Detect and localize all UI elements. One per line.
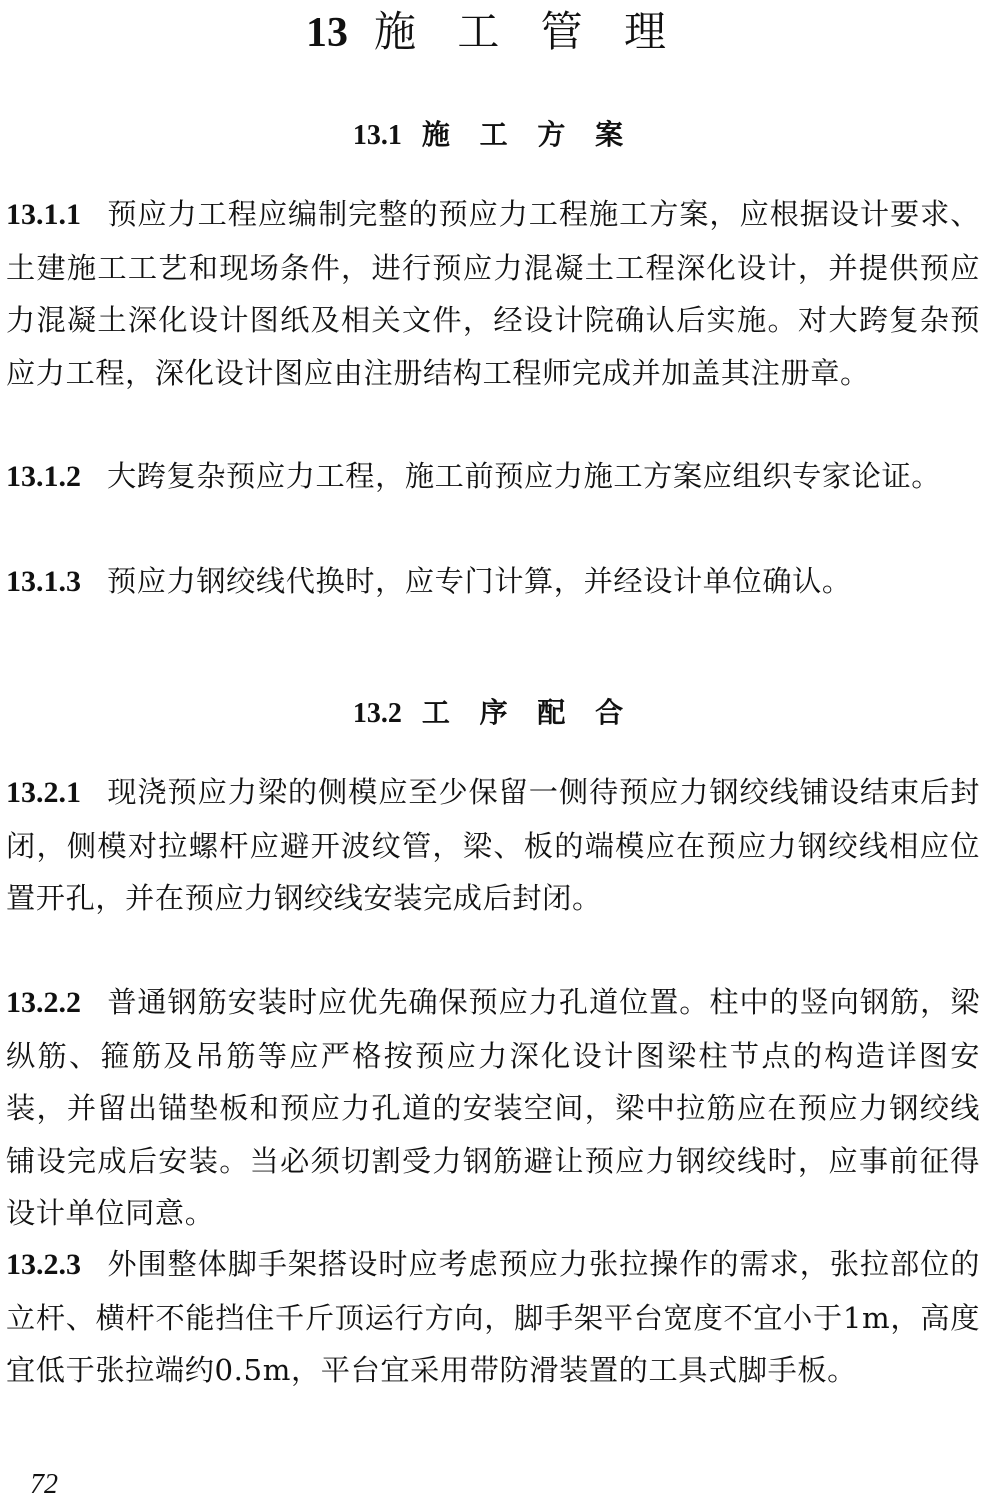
clause-text: 预应力钢绞线代换时，应专门计算，并经设计单位确认。 [107, 564, 852, 598]
page-number: 72 [30, 1469, 58, 1500]
clause-text: 预应力工程应编制完整的预应力工程施工方案，应根据设计要求、土建施工工艺和现场条件，进行预应力混凝土工程深化设计，并提供预应力混凝土深化设计图纸及相关文件，经设计院确认后实施。对大跨复杂预应力工程，深化设计图应由注册结构工程师完成并加盖其注册章。 [6, 197, 980, 390]
clause-number: 13.2.2 [6, 986, 81, 1019]
clause-number: 13.1.1 [6, 198, 81, 231]
chapter-title [0, 6, 986, 59]
chapter-title-text: 施 工 管 理 [373, 7, 681, 56]
clause-13-1-3 [6, 555, 980, 609]
clause-number: 13.1.3 [6, 565, 81, 598]
section-number: 13.2 [352, 698, 402, 729]
section-title-13-1 [0, 117, 986, 154]
clause-number: 13.2.1 [6, 776, 81, 809]
section-number: 13.1 [352, 120, 402, 151]
clause-13-1-2 [6, 450, 980, 504]
section-title-text: 工 序 配 合 [421, 696, 634, 729]
clause-text: 大跨复杂预应力工程，施工前预应力施工方案应组织专家论证。 [107, 459, 942, 493]
clause-number: 13.1.2 [6, 460, 81, 493]
clause-text: 普通钢筋安装时应优先确保预应力孔道位置。柱中的竖向钢筋，梁纵筋、箍筋及吊筋等应严格按预应力深化设计图梁柱节点的构造详图安装，并留出锚垫板和预应力孔道的安装空间，梁中拉筋应在预应力钢绞线铺设完成后安装。当必须切割受力钢筋避让预应力钢绞线时，应事前征得设计单位同意。 [6, 985, 980, 1230]
clause-text: 外围整体脚手架搭设时应考虑预应力张拉操作的需求，张拉部位的立杆、横杆不能挡住千斤顶运行方向，脚手架平台宽度不宜小于1m，高度宜低于张拉端约0.5m，平台宜采用带防滑装置的工具式脚手板。 [6, 1247, 980, 1387]
clause-13-2-2 [6, 976, 980, 1240]
section-title-text: 施 工 方 案 [421, 118, 634, 151]
clause-number: 13.2.3 [6, 1248, 81, 1281]
clause-13-2-3 [6, 1238, 980, 1397]
chapter-number: 13 [305, 10, 348, 56]
section-title-13-2 [0, 695, 986, 732]
clause-13-1-1 [6, 188, 980, 399]
clause-text: 现浇预应力梁的侧模应至少保留一侧待预应力钢绞线铺设结束后封闭，侧模对拉螺杆应避开波纹管，梁、板的端模应在预应力钢绞线相应位置开孔，并在预应力钢绞线安装完成后封闭。 [6, 775, 980, 915]
clause-13-2-1 [6, 766, 980, 925]
